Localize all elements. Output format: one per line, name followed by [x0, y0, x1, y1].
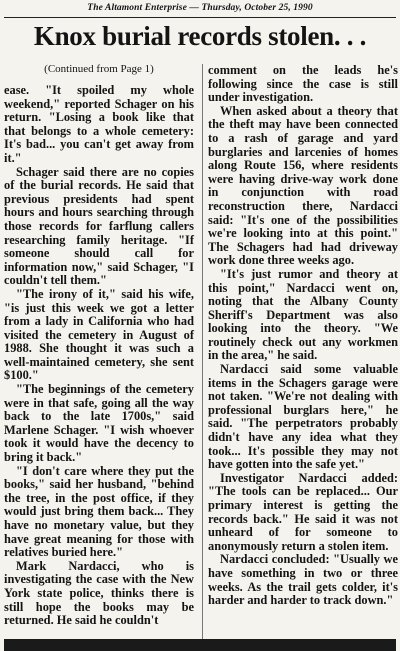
article-paragraph: Investigator Nardacci added: "The tools can be replaced... Our primary interest is getting the records back." He said it was not unheard of for someone to anonymously return a stolen item.	[208, 470, 398, 553]
article-paragraph: "I don't care where they put the books," said her husband, "behind the tree, in the post office, if they would just bring them back... They have no monetary value, but they have great meaning for those with relatives buried here."	[4, 463, 194, 560]
continued-line: (Continued from Page 1)	[44, 63, 154, 75]
column-divider	[202, 64, 203, 639]
article-paragraph: When asked about a theory that the theft may have been connected to a rash of garage and yard burglaries and larcenies of homes along Route 156, where residents were having drive-way work done in conjunction with road reconstruction there, Nardacci said: "It's one of the possibilities we're looking into at this point." The Schagers had had driveway work done three weeks ago.	[208, 103, 398, 268]
right-column	[208, 64, 398, 608]
article-paragraph: Nardacci said some valuable items in the Schagers garage were not taken. "We're not dealing with professional burglars here," he said. "The perpetrators probably didn't have any idea what they took... It's possible they may not have gotten into the safe yet."	[208, 362, 398, 472]
article-paragraph: Schager said there are no copies of the burial records. He said that previous presidents had spent hours and hours searching through those records for farflung callers researching family heritage. "If someone should call for information now," said Schager, "I couldn't tell them."	[4, 164, 194, 288]
top-rule	[4, 17, 396, 18]
headline: Knox burial records stolen. . .	[33, 21, 367, 51]
article-paragraph: Mark Nardacci, who is investigating the case with the New York state police, thinks there is still hope the books may be returned. He said he couldn't	[4, 558, 194, 628]
newspaper-folio: The Altamont Enterprise — Thursday, October 25, 1990	[87, 3, 313, 13]
article-paragraph: "The beginnings of the cemetery were in that safe, going all the way back to the late 1700s," said Marlene Schager. "I wish whoever took it would have the decency to bring it back."	[4, 382, 194, 465]
right-paragraphs	[208, 64, 398, 608]
bottom-banner-edge	[4, 639, 396, 651]
left-paragraphs	[4, 84, 194, 628]
article-paragraph: comment on the leads he's following since the case is still under investigation.	[208, 63, 398, 105]
article-paragraph: ease. "It spoiled my whole weekend," reported Schager on his return. "Losing a book like that that belongs to a whole cemetery: It's bad... you can't get away from it."	[4, 83, 194, 165]
article-paragraph: "The irony of it," said his wife, "is just this week we got a letter from a lady in California who had visited the cemetery in August of 1988. She thought it was such a well-maintained cemetery, she sent $100."	[4, 286, 194, 383]
article-paragraph: "It's just rumor and theory at this point," Nardacci went on, noting that the Albany County Sheriff's Department was also looking into the theory. "We routinely check out any workmen in the area," he said.	[208, 266, 398, 363]
article-paragraph: Nardacci concluded: "Usually we have something in two or three weeks. As the trail gets colder, it's harder and harder to track down."	[208, 552, 398, 608]
left-column	[4, 62, 194, 628]
